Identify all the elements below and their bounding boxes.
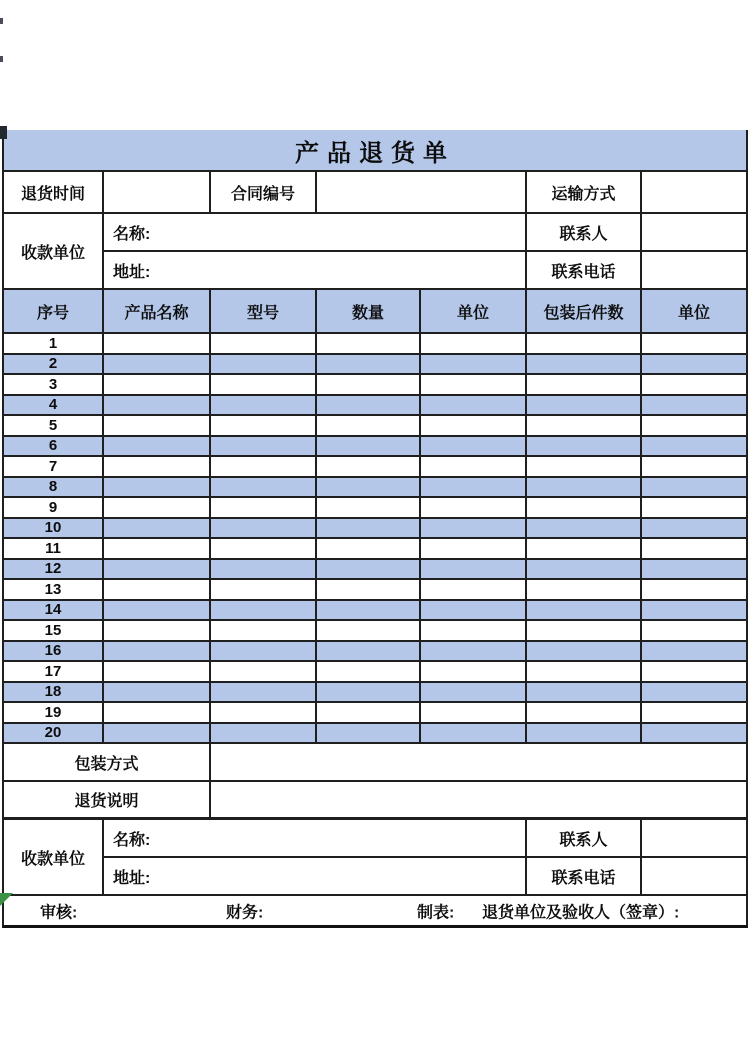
contract-no-label: 合同编号 [211,172,317,214]
product-cell[interactable] [421,580,527,601]
contact-field-bottom[interactable] [642,820,746,858]
product-cell[interactable] [421,539,527,560]
col-header-index: 序号 [4,290,104,334]
row-number: 20 [4,724,104,745]
contact-label: 联系人 [527,214,642,252]
product-cell[interactable] [642,478,746,499]
packing-method-label: 包装方式 [4,744,211,782]
product-cell[interactable] [421,457,527,478]
product-cell[interactable] [421,560,527,581]
product-cell[interactable] [104,334,211,355]
product-cell[interactable] [104,457,211,478]
transport-field[interactable] [642,172,746,214]
product-cell[interactable] [421,478,527,499]
product-cell[interactable] [211,539,317,560]
product-cell[interactable] [421,683,527,704]
product-cell[interactable] [317,478,421,499]
row-number: 11 [4,539,104,560]
product-cell[interactable] [421,334,527,355]
receiver-name-field-bottom[interactable]: 名称: [104,820,527,858]
product-cell[interactable] [421,416,527,437]
product-cell[interactable] [527,416,642,437]
scan-artifact-corner [0,126,7,139]
product-cell[interactable] [211,662,317,683]
product-cell[interactable] [421,396,527,417]
row-number: 6 [4,437,104,458]
receiver-address-field-bottom[interactable]: 地址: [104,858,527,896]
product-cell[interactable] [211,601,317,622]
product-cell[interactable] [317,724,421,745]
return-form [2,130,748,928]
product-cell[interactable] [317,703,421,724]
product-cell[interactable] [317,416,421,437]
form-title: 产品退货单 [4,130,746,172]
row-number: 16 [4,642,104,663]
product-cell[interactable] [421,375,527,396]
product-cell[interactable] [211,375,317,396]
product-cell[interactable] [317,375,421,396]
product-cell[interactable] [317,396,421,417]
product-cell[interactable] [642,416,746,437]
col-header-product-name: 产品名称 [104,290,211,334]
product-cell[interactable] [211,416,317,437]
product-cell[interactable] [211,437,317,458]
product-cell[interactable] [421,703,527,724]
product-cell[interactable] [642,437,746,458]
row-number: 7 [4,457,104,478]
product-cell[interactable] [104,642,211,663]
phone-label-bottom: 联系电话 [527,858,642,896]
product-cell[interactable] [317,662,421,683]
product-cell[interactable] [211,519,317,540]
return-note-field[interactable] [211,782,746,820]
scan-artifact [0,56,3,62]
product-cell[interactable] [317,539,421,560]
row-number: 12 [4,560,104,581]
row-number: 19 [4,703,104,724]
product-cell[interactable] [317,457,421,478]
row-number: 3 [4,375,104,396]
contact-label-bottom: 联系人 [527,820,642,858]
product-cell[interactable] [104,375,211,396]
product-cell[interactable] [104,396,211,417]
product-cell[interactable] [527,621,642,642]
product-cell[interactable] [317,519,421,540]
product-cell[interactable] [642,580,746,601]
product-cell[interactable] [421,519,527,540]
row-number: 9 [4,498,104,519]
finance-label[interactable]: 财务: [226,904,264,921]
row-number: 5 [4,416,104,437]
product-cell[interactable] [104,580,211,601]
product-cell[interactable] [211,703,317,724]
product-cell[interactable] [104,601,211,622]
product-cell[interactable] [527,703,642,724]
product-cell[interactable] [104,519,211,540]
product-cell[interactable] [642,355,746,376]
row-number: 14 [4,601,104,622]
product-cell[interactable] [104,355,211,376]
scan-artifact [0,18,3,24]
col-header-unit: 单位 [421,290,527,334]
product-cell[interactable] [211,355,317,376]
sign-label[interactable]: 退货单位及验收人（签章）: [482,904,680,921]
product-cell[interactable] [642,334,746,355]
product-cell[interactable] [642,662,746,683]
product-cell[interactable] [421,437,527,458]
product-cell[interactable] [211,621,317,642]
product-cell[interactable] [211,457,317,478]
receiver-unit-label-bottom: 收款单位 [4,820,104,896]
product-cell[interactable] [527,334,642,355]
row-number: 17 [4,662,104,683]
product-cell[interactable] [104,560,211,581]
signature-row [4,896,746,925]
product-cell[interactable] [527,375,642,396]
product-cell[interactable] [211,580,317,601]
product-cell[interactable] [642,724,746,745]
product-cell[interactable] [104,724,211,745]
receiver-name-field[interactable]: 名称: [104,214,527,252]
product-cell[interactable] [642,396,746,417]
col-header-model: 型号 [211,290,317,334]
product-cell[interactable] [642,683,746,704]
product-cell[interactable] [104,478,211,499]
product-cell[interactable] [317,642,421,663]
product-cell[interactable] [211,642,317,663]
product-cell[interactable] [104,498,211,519]
excel-error-flag-icon [0,893,13,906]
product-cell[interactable] [317,580,421,601]
return-time-label: 退货时间 [4,172,104,214]
product-cell[interactable] [421,355,527,376]
product-cell[interactable] [527,457,642,478]
row-number: 2 [4,355,104,376]
product-cell[interactable] [211,560,317,581]
transport-label: 运输方式 [527,172,642,214]
product-cell[interactable] [317,683,421,704]
product-cell[interactable] [642,703,746,724]
row-number: 18 [4,683,104,704]
product-cell[interactable] [211,478,317,499]
product-cell[interactable] [421,642,527,663]
product-cell[interactable] [642,539,746,560]
product-cell[interactable] [527,437,642,458]
row-number: 4 [4,396,104,417]
phone-field-bottom[interactable] [642,858,746,896]
product-cell[interactable] [317,621,421,642]
product-cell[interactable] [104,539,211,560]
product-cell[interactable] [317,334,421,355]
product-cell[interactable] [527,539,642,560]
product-cell[interactable] [104,662,211,683]
product-cell[interactable] [421,498,527,519]
row-number: 1 [4,334,104,355]
product-cell[interactable] [211,498,317,519]
product-cell[interactable] [421,724,527,745]
product-cell[interactable] [104,703,211,724]
product-cell[interactable] [317,498,421,519]
product-cell[interactable] [527,642,642,663]
product-cell[interactable] [527,601,642,622]
col-header-packed-count: 包装后件数 [527,290,642,334]
product-cell[interactable] [104,621,211,642]
product-cell[interactable] [642,498,746,519]
contract-no-field[interactable] [317,172,527,214]
product-cell[interactable] [642,642,746,663]
col-header-quantity: 数量 [317,290,421,334]
product-cell[interactable] [317,560,421,581]
products-table-body [4,334,746,744]
product-cell[interactable] [421,621,527,642]
row-number: 8 [4,478,104,499]
tabulate-label[interactable]: 制表: [417,904,455,921]
product-cell[interactable] [527,662,642,683]
row-number: 13 [4,580,104,601]
product-cell[interactable] [211,683,317,704]
product-cell[interactable] [642,560,746,581]
product-cell[interactable] [211,724,317,745]
product-cell[interactable] [527,683,642,704]
product-cell[interactable] [211,396,317,417]
receiver-address-field[interactable]: 地址: [104,252,527,290]
row-number: 15 [4,621,104,642]
col-header-unit2: 单位 [642,290,746,334]
product-cell[interactable] [527,519,642,540]
product-cell[interactable] [317,355,421,376]
product-cell[interactable] [642,621,746,642]
product-cell[interactable] [527,396,642,417]
product-cell[interactable] [527,560,642,581]
phone-field[interactable] [642,252,746,290]
product-cell[interactable] [104,416,211,437]
receiver-unit-label: 收款单位 [4,214,104,290]
product-cell[interactable] [527,498,642,519]
row-number: 10 [4,519,104,540]
product-cell[interactable] [421,601,527,622]
product-cell[interactable] [421,662,527,683]
product-cell[interactable] [317,437,421,458]
product-cell[interactable] [527,355,642,376]
product-cell[interactable] [642,601,746,622]
product-cell[interactable] [527,478,642,499]
product-cell[interactable] [642,519,746,540]
packing-method-field[interactable] [211,744,746,782]
audit-label[interactable]: 审核: [40,904,78,921]
product-cell[interactable] [211,334,317,355]
product-cell[interactable] [527,580,642,601]
product-cell[interactable] [527,724,642,745]
phone-label: 联系电话 [527,252,642,290]
product-cell[interactable] [317,601,421,622]
product-cell[interactable] [642,457,746,478]
contact-field[interactable] [642,214,746,252]
product-cell[interactable] [642,375,746,396]
product-cell[interactable] [104,437,211,458]
product-cell[interactable] [104,683,211,704]
return-time-field[interactable] [104,172,211,214]
return-note-label: 退货说明 [4,782,211,820]
